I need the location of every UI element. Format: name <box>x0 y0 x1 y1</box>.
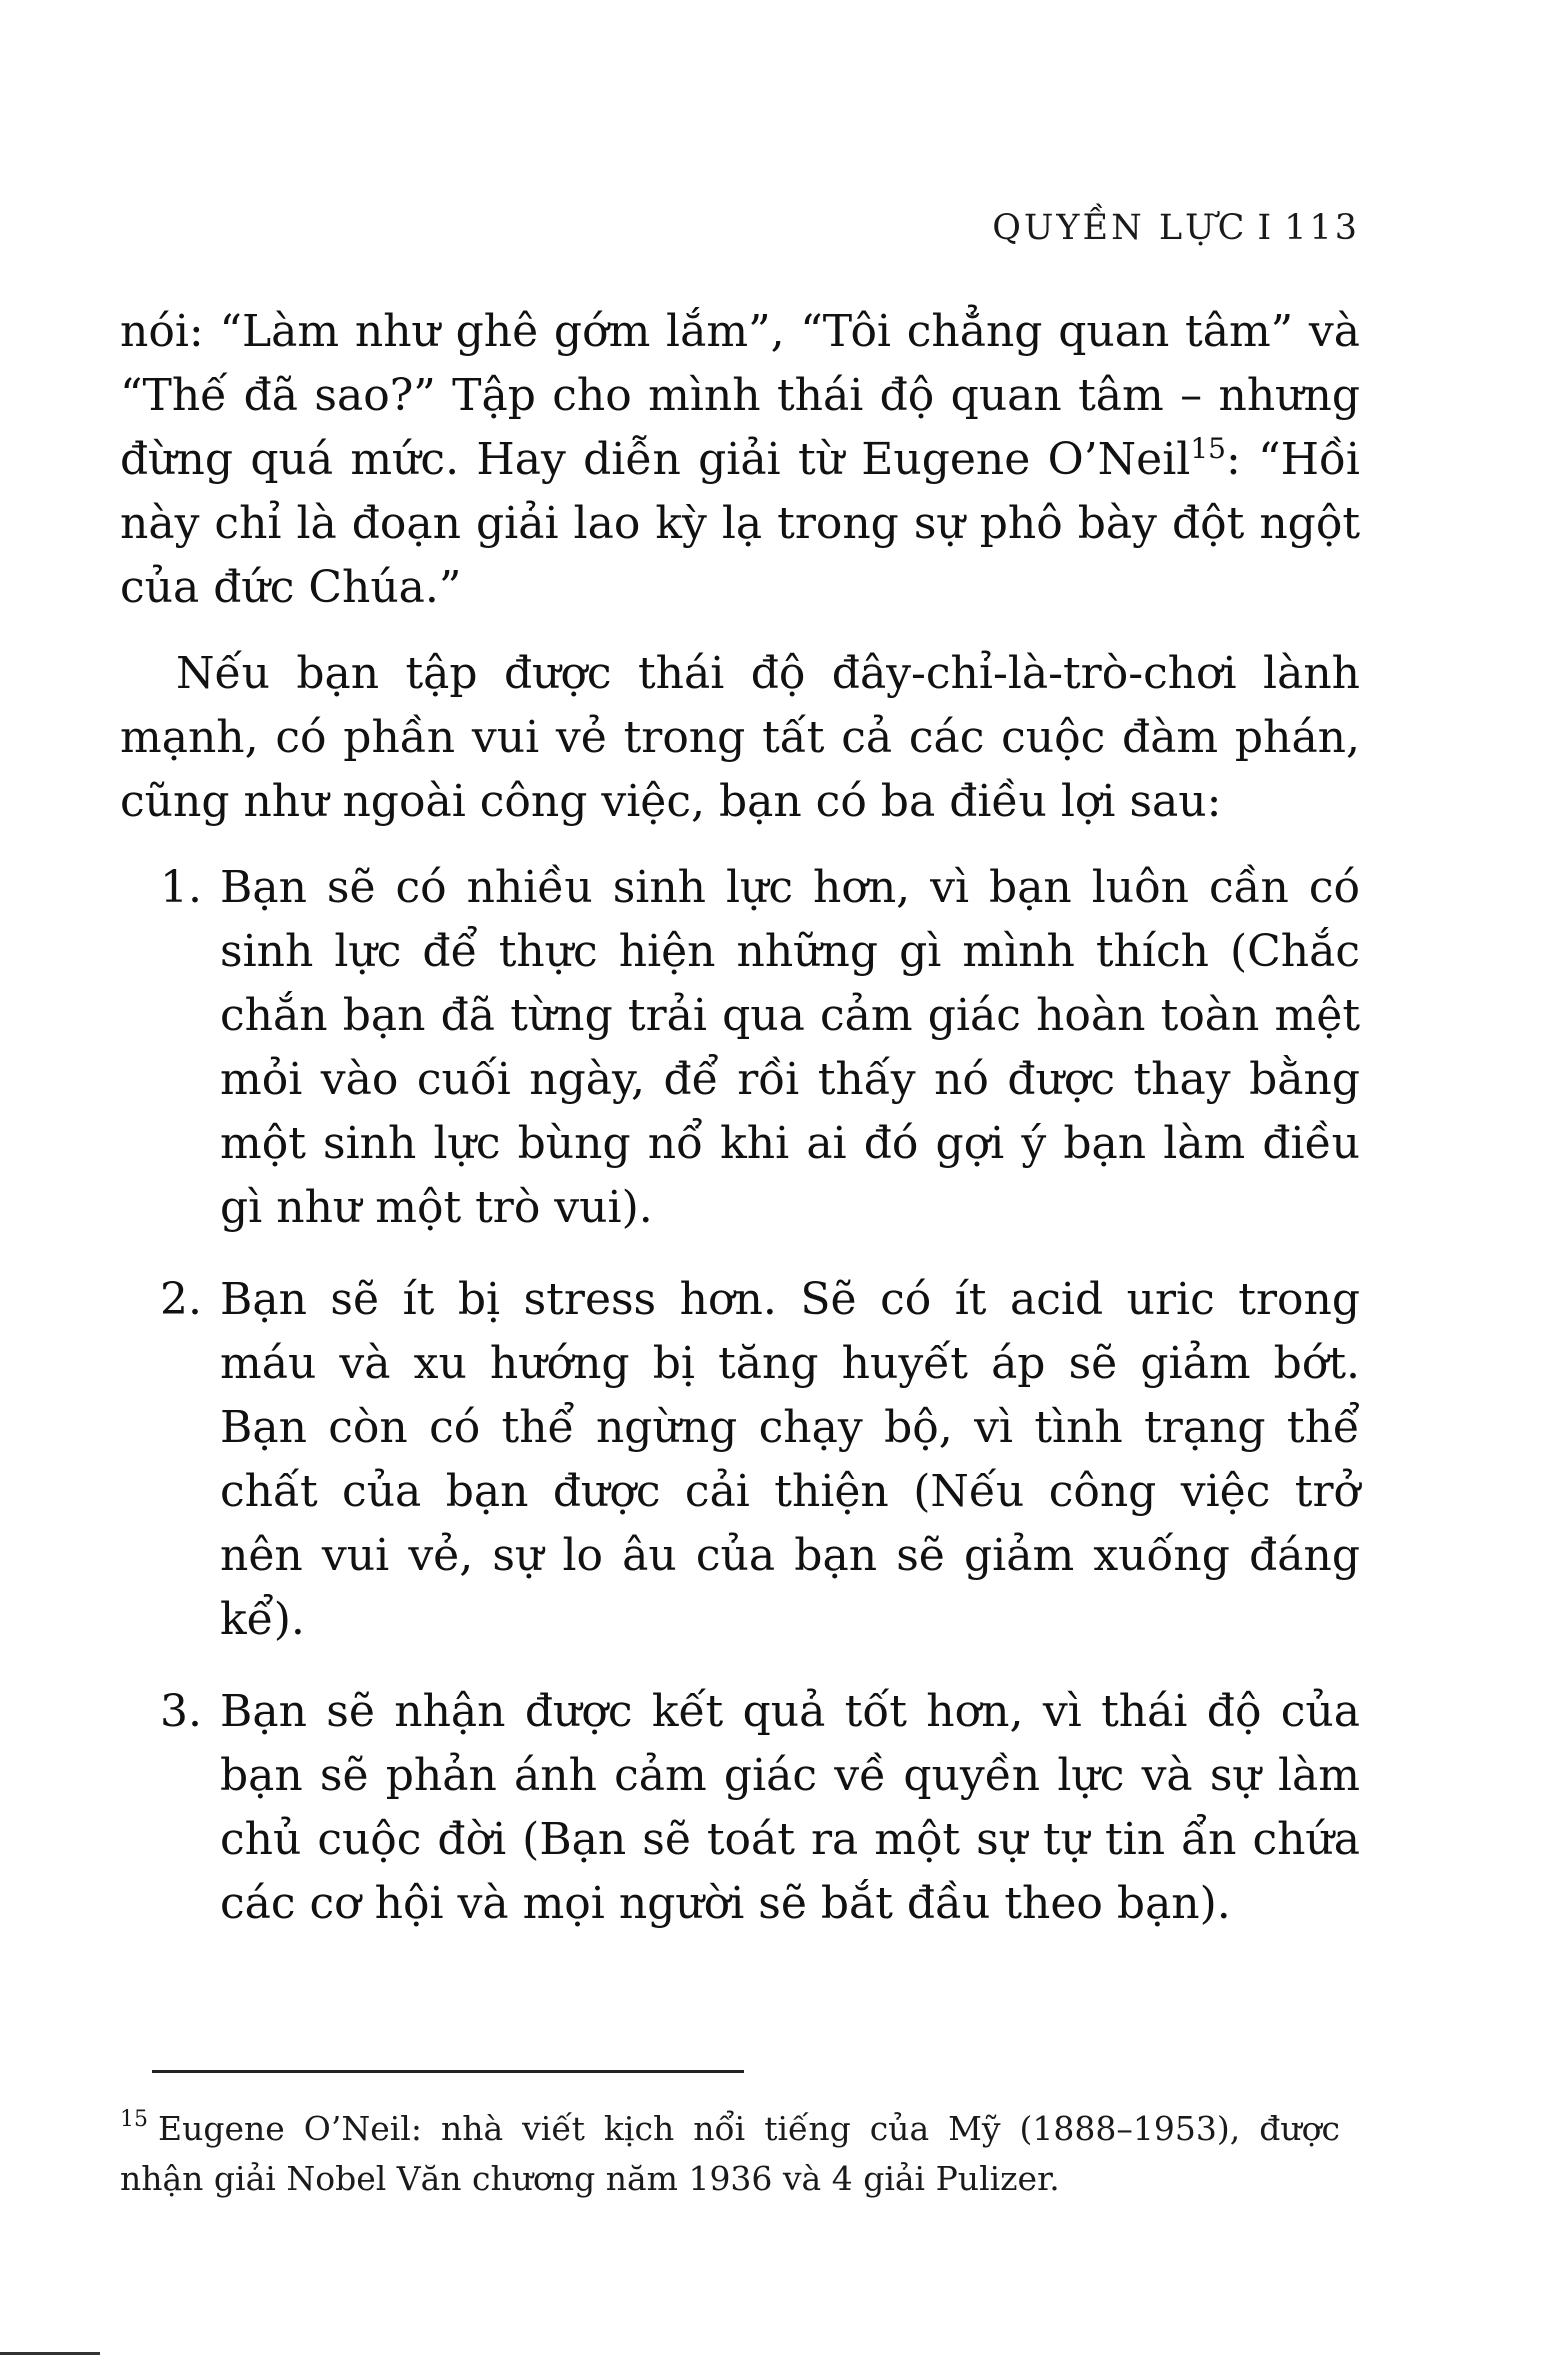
paragraph-text: Nếu bạn tập được thái độ đây-chỉ-là-trò-chơi lành mạnh, có phần vui vẻ trong tất cả các cuộc đàm phán, cũng như ngoài công việc, bạn có ba điều lợi sau: <box>120 648 1360 827</box>
footnote <box>120 2104 1340 2204</box>
paragraph-text-after-ref: : “Hồi này chỉ là đoạn giải lao kỳ lạ trong sự phô bày đột ngột của đức Chúa.” <box>120 434 1360 613</box>
list-item <box>120 1680 1360 1936</box>
paragraph-text: nói: “Làm như ghê gớm lắm”, “Tôi chẳng quan tâm” và “Thế đã sao?” Tập cho mình thái độ quan tâm – nhưng đừng quá mức. Hay diễn giải từ Eugene O’Neil <box>120 306 1360 485</box>
footnote-marker: 15 <box>120 2107 148 2132</box>
footnote-reference: 15 <box>1190 432 1226 465</box>
scan-edge-mark <box>0 2352 100 2355</box>
page-number: 113 <box>1284 208 1360 248</box>
running-header <box>980 208 1360 248</box>
list-item-number: 3. <box>160 1686 202 1737</box>
benefits-list <box>120 856 1360 1936</box>
list-item-text: Bạn sẽ có nhiều sinh lực hơn, vì bạn luôn cần có sinh lực để thực hiện những gì mình thích (Chắc chắn bạn đã từng trải qua cảm giác hoàn toàn mệt mỏi vào cuối ngày, để rồi thấy nó được thay bằng một sinh lực bùng nổ khi ai đó gợi ý bạn làm điều gì như một trò vui). <box>220 862 1360 1233</box>
list-item-number: 2. <box>160 1274 202 1325</box>
list-item <box>120 856 1360 1240</box>
header-separator: I <box>1257 208 1275 248</box>
footnote-text: Eugene O’Neil: nhà viết kịch nổi tiếng của Mỹ (1888–1953), được nhận giải Nobel Văn chương năm 1936 và 4 giải Pulizer. <box>120 2109 1340 2198</box>
list-item <box>120 1268 1360 1652</box>
body-text <box>120 300 1360 1964</box>
footnote-divider <box>152 2070 744 2073</box>
running-title: QUYỀN LỰC <box>992 208 1248 248</box>
list-item-text: Bạn sẽ ít bị stress hơn. Sẽ có ít acid uric trong máu và xu hướng bị tăng huyết áp sẽ giảm bớt. Bạn còn có thể ngừng chạy bộ, vì tình trạng thể chất của bạn được cải thiện (Nếu công việc trở nên vui vẻ, sự lo âu của bạn sẽ giảm xuống đáng kể). <box>220 1274 1360 1645</box>
paragraph-continued <box>120 300 1360 620</box>
list-item-number: 1. <box>160 862 202 913</box>
list-item-text: Bạn sẽ nhận được kết quả tốt hơn, vì thái độ của bạn sẽ phản ánh cảm giác về quyền lực và sự làm chủ cuộc đời (Bạn sẽ toát ra một sự tự tin ẩn chứa các cơ hội và mọi người sẽ bắt đầu theo bạn). <box>220 1686 1360 1929</box>
paragraph <box>120 642 1360 834</box>
